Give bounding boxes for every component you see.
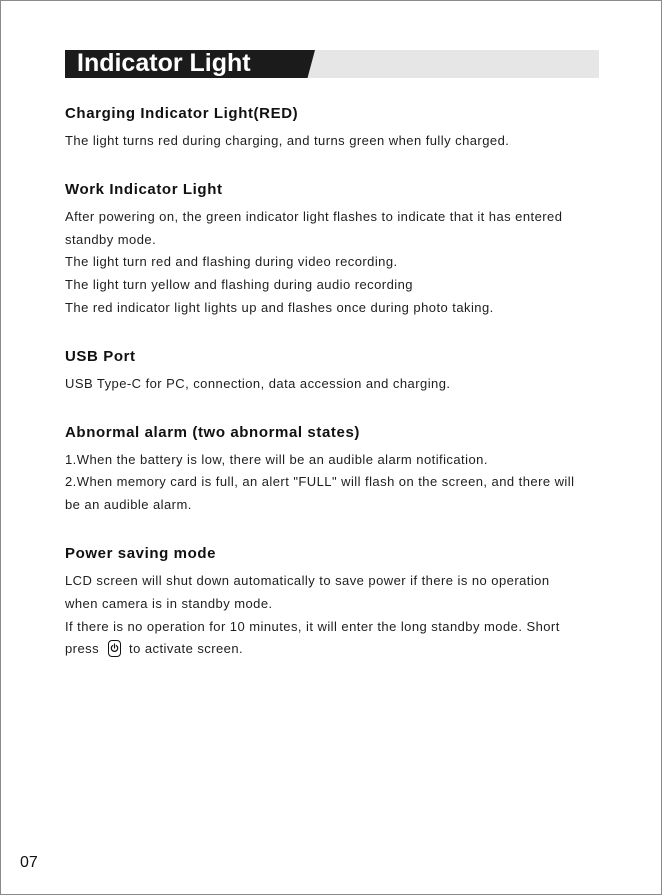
section-line: standby mode. <box>65 231 157 247</box>
section-line: The light turn yellow and flashing during audio recording <box>65 277 413 293</box>
page-number: 07 <box>20 854 38 871</box>
content <box>65 104 605 688</box>
section-usb-port <box>65 347 605 396</box>
press-text: press <box>65 641 100 657</box>
section-line: be an audible alarm. <box>65 497 192 513</box>
section-line: The red indicator light lights up and flashes once during photo taking. <box>65 299 494 315</box>
section-heading: Abnormal alarm (two abnormal states) <box>65 423 360 441</box>
page-title: Indicator Light <box>77 49 251 77</box>
section-line: 2.When memory card is full, an alert "FULL" will flash on the screen, and there will <box>65 474 575 490</box>
section-line: LCD screen will shut down automatically to save power if there is no operation <box>65 572 550 588</box>
section-line: The light turn red and flashing during video recording. <box>65 254 398 270</box>
section-charging-indicator <box>65 104 605 153</box>
section-line-with-icon <box>65 638 605 661</box>
section-line: If there is no operation for 10 minutes, it will enter the long standby mode. Short <box>65 618 560 634</box>
section-abnormal-alarm <box>65 423 605 517</box>
section-power-saving <box>65 544 605 661</box>
section-line: USB Type-C for PC, connection, data accession and charging. <box>65 375 451 391</box>
section-work-indicator <box>65 180 605 320</box>
section-heading: Work Indicator Light <box>65 180 223 198</box>
section-line: when camera is in standby mode. <box>65 595 273 611</box>
power-button-icon <box>108 640 121 657</box>
activate-text: to activate screen. <box>129 641 244 657</box>
section-heading: Charging Indicator Light(RED) <box>65 105 299 122</box>
section-heading: USB Port <box>65 347 136 365</box>
title-bar <box>65 50 599 78</box>
section-line: 1.When the battery is low, there will be an audible alarm notification. <box>65 451 488 467</box>
section-heading: Power saving mode <box>65 544 217 562</box>
section-line: The light turns red during charging, and turns green when fully charged. <box>65 133 510 148</box>
section-line: After powering on, the green indicator light flashes to indicate that it has entered <box>65 208 563 224</box>
